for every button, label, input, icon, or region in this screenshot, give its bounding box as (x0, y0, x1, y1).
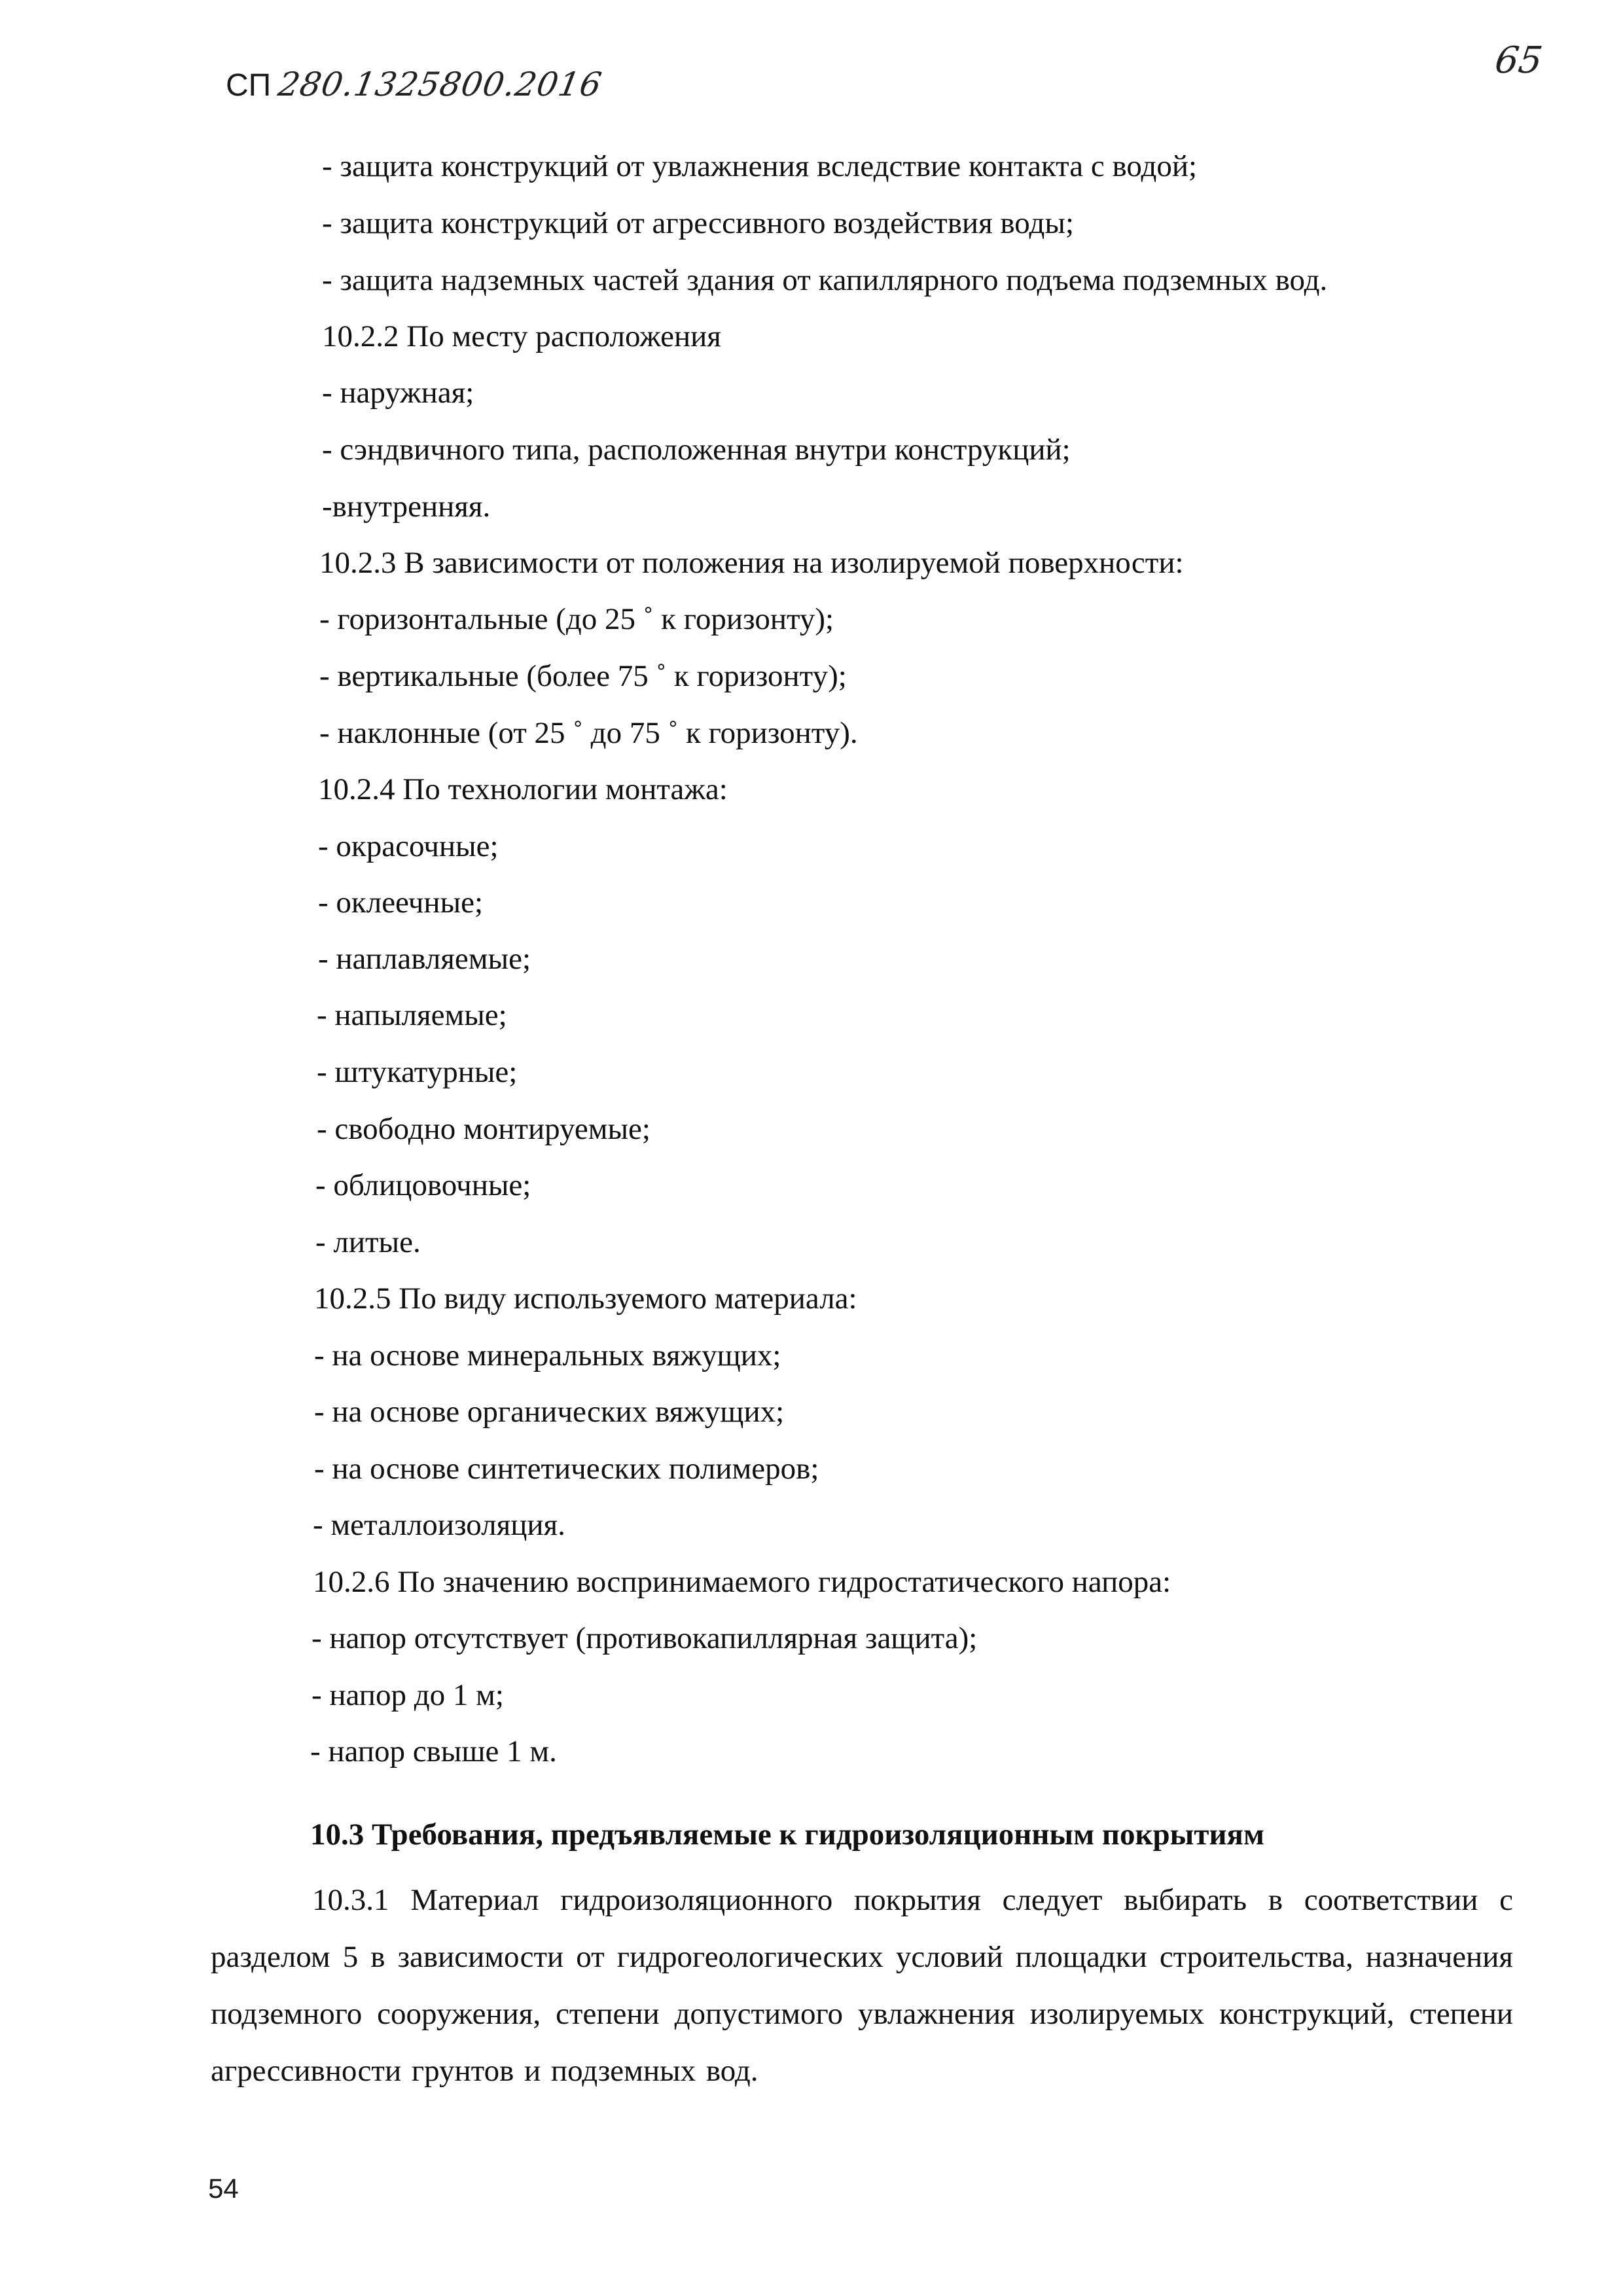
list-item: - литые. (315, 1225, 421, 1259)
list-item: - окрасочные; (318, 829, 499, 863)
list-item: - наплавляемые; (318, 942, 531, 976)
list-item: - на основе органических вяжущих; (314, 1395, 785, 1429)
list-item: -внутренняя. (322, 490, 491, 524)
clause-heading: 10.2.3 В зависимости от положения на изолируемой поверхности: (319, 546, 1184, 580)
list-item: - напор отсутствует (противокапиллярная защита); (312, 1621, 978, 1655)
list-item: - облицовочные; (315, 1168, 531, 1202)
clause-heading: 10.2.5 По виду используемого материала: (314, 1282, 857, 1316)
page-number: 54 (208, 2173, 239, 2204)
list-item: - напор до 1 м; (312, 1678, 504, 1712)
handwritten-page-number: 65 (1492, 39, 1545, 82)
list-item: - защита конструкций от увлажнения вследствие контакта с водой; (322, 149, 1198, 183)
list-item: - наклонные (от 25 ˚ до 75 ˚ к горизонту). (319, 716, 858, 750)
list-item: - защита надземных частей здания от капиллярного подъема подземных вод. (322, 263, 1328, 297)
list-item: - на основе синтетических полимеров; (314, 1452, 819, 1486)
list-item: - вертикальные (более 75 ˚ к горизонту); (319, 659, 847, 693)
clause-heading: 10.2.4 По технологии монтажа: (318, 772, 728, 806)
list-item: - свободно монтируемые; (317, 1112, 651, 1146)
clause-heading: 10.2.2 По месту расположения (322, 319, 721, 353)
body-paragraph: 10.3.1 Материал гидроизоляционного покрытия следует выбирать в соответствии с разделом 5 в зависимости от гидрогеологических условий площадки строительства, назначения подземного сооружения, степени допустимого увлажнения изолируемых конструкций, степени агрессивности грунтов и подземных вод. (211, 1883, 1513, 2088)
list-item: - напор свыше 1 м. (310, 1734, 557, 1768)
list-item: - напыляемые; (317, 998, 507, 1032)
list-item: - на основе минеральных вяжущих; (314, 1338, 781, 1372)
handwritten-code: 280.1325800.2016 (276, 65, 605, 103)
list-item: - штукатурные; (317, 1055, 518, 1089)
code-prefix: СП (226, 68, 272, 103)
list-item: - сэндвичного типа, расположенная внутри конструкций; (322, 433, 1071, 467)
list-item: - металлоизоляция. (313, 1508, 565, 1542)
clause-heading: 10.2.6 По значению воспринимаемого гидростатического напора: (313, 1565, 1171, 1599)
list-item: - защита конструкций от агрессивного воздействия воды; (322, 206, 1074, 240)
list-item: - оклеечные; (318, 886, 484, 920)
list-item: - наружная; (322, 376, 474, 410)
list-item: - горизонтальные (до 25 ˚ к горизонту); (319, 602, 834, 636)
section-heading: 10.3 Требования, предъявляемые к гидроизоляционным покрытиям (310, 1818, 1264, 1852)
document-code-header (226, 65, 605, 103)
